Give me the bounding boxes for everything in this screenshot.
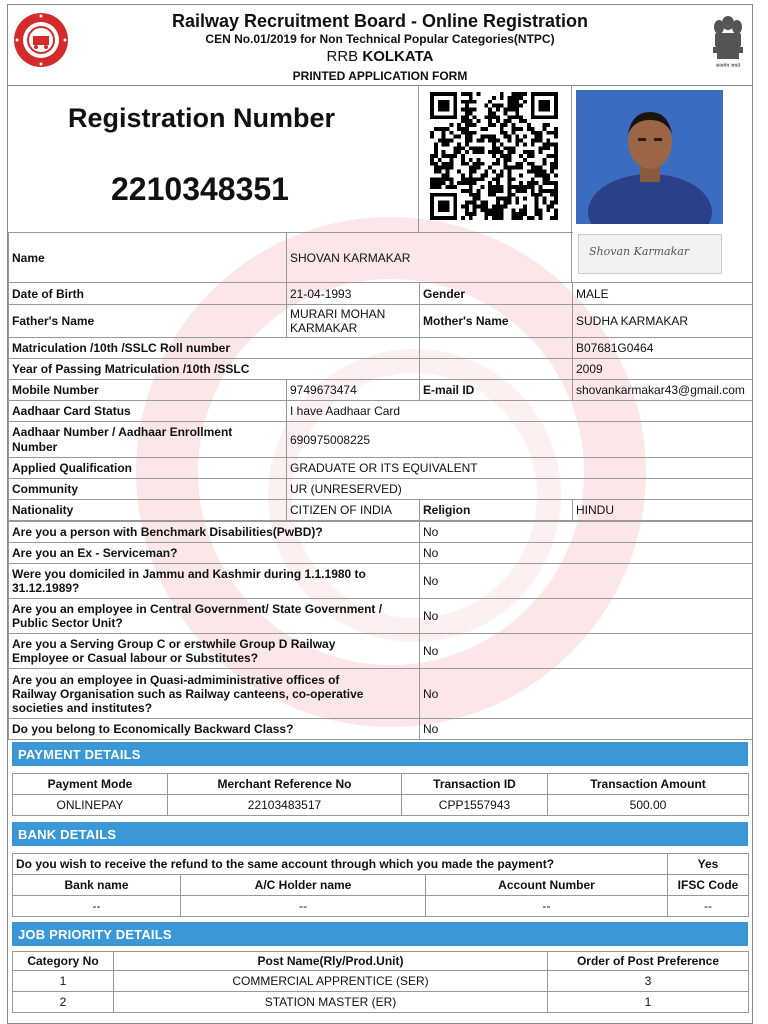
payment-value-cell: ONLINEPAY <box>13 795 168 816</box>
payment-table <box>12 773 749 816</box>
job-priority-table <box>12 951 749 1013</box>
job-cell: COMMERCIAL APPRENTICE (SER) <box>114 971 548 992</box>
question-answer: No <box>420 522 754 543</box>
emblem-caption: सत्यमेव जयते <box>715 63 741 69</box>
mobile-label: Mobile Number <box>9 380 287 401</box>
job-cell: 2 <box>13 992 114 1013</box>
qr-code-icon <box>427 92 561 220</box>
nationality-label: Nationality <box>9 500 287 521</box>
bank-value-cell: -- <box>13 896 181 917</box>
application-form <box>7 4 753 1024</box>
bank-header-cell: IFSC Code <box>668 875 749 896</box>
father-line-2: KARMAKAR <box>290 321 358 335</box>
applicant-signature: Shovan Karmakar <box>578 234 722 274</box>
registration-number: 2210348351 <box>111 171 289 207</box>
matric-year-label: Year of Passing Matriculation /10th /SSLC <box>9 359 420 380</box>
question-answer: No <box>420 564 754 599</box>
community-value: UR (UNRESERVED) <box>287 479 754 500</box>
question-row <box>9 634 754 669</box>
job-row <box>13 992 749 1013</box>
name-value: SHOVAN KARMAKAR <box>287 233 573 283</box>
applicant-photo <box>576 90 723 224</box>
payment-value-cell: 500.00 <box>548 795 749 816</box>
form-header <box>8 5 752 86</box>
question-text: Are you an Ex - Serviceman? <box>9 543 420 564</box>
job-header-row <box>13 952 749 971</box>
father-label: Father's Name <box>9 305 287 338</box>
bank-table <box>12 853 749 917</box>
matric-roll-label: Matriculation /10th /SSLC Roll number <box>9 338 420 359</box>
board-title: Railway Recruitment Board - Online Registration <box>171 11 589 31</box>
community-label: Community <box>9 479 287 500</box>
job-row <box>13 971 749 992</box>
question-row <box>9 564 754 599</box>
qualification-value: GRADUATE OR ITS EQUIVALENT <box>287 458 754 479</box>
payment-details-header: PAYMENT DETAILS <box>12 742 748 766</box>
question-row <box>9 599 754 634</box>
question-answer: No <box>420 599 754 634</box>
question-text: Are you a Serving Group C or erstwhile Group D Railway Employee or Casual labour or Substitutes? <box>9 634 420 669</box>
payment-value-cell: CPP1557943 <box>402 795 548 816</box>
job-cell: 1 <box>548 992 749 1013</box>
aadhaar-status-label: Aadhaar Card Status <box>9 401 287 422</box>
eligibility-questions-table <box>8 521 753 740</box>
question-row <box>9 543 754 564</box>
question-answer: No <box>420 719 754 740</box>
payment-header-cell: Transaction ID <box>402 774 548 795</box>
dob-value: 21-04-1993 <box>287 283 420 305</box>
question-row <box>9 522 754 543</box>
job-header-cell: Category No <box>13 952 114 971</box>
cen-number: CEN No.01/2019 for Non Technical Popular Categories(NTPC) <box>205 32 555 46</box>
question-row <box>9 669 754 719</box>
gender-value: MALE <box>573 283 754 305</box>
dob-label: Date of Birth <box>9 283 287 305</box>
bank-header-cell: Bank name <box>13 875 181 896</box>
question-text: Are you an employee in Central Government/ State Government / Public Sector Unit? <box>9 599 420 634</box>
job-cell: 1 <box>13 971 114 992</box>
bank-value-cell: -- <box>181 896 426 917</box>
name-label: Name <box>9 233 287 283</box>
question-text: Do you belong to Economically Backward Class? <box>9 719 420 740</box>
bank-value-cell: -- <box>668 896 749 917</box>
qualification-label: Applied Qualification <box>9 458 287 479</box>
matric-year-value: 2009 <box>573 359 754 380</box>
payment-header-cell: Payment Mode <box>13 774 168 795</box>
rrb-line <box>8 48 752 65</box>
bank-header-cell: A/C Holder name <box>181 875 426 896</box>
question-text: Are you a person with Benchmark Disabilities(PwBD)? <box>9 522 420 543</box>
rrb-prefix: RRB <box>326 48 359 65</box>
question-row <box>9 719 754 740</box>
religion-label: Religion <box>420 500 573 521</box>
job-cell: 3 <box>548 971 749 992</box>
question-answer: No <box>420 669 754 719</box>
job-header-cell: Order of Post Preference <box>548 952 749 971</box>
gender-label: Gender <box>420 283 573 305</box>
aadhaar-number-value: 690975008225 <box>287 422 754 458</box>
aadhaar-status-value: I have Aadhaar Card <box>287 401 754 422</box>
payment-header-cell: Merchant Reference No <box>168 774 402 795</box>
form-title: PRINTED APPLICATION FORM <box>292 69 468 83</box>
payment-header-cell: Transaction Amount <box>548 774 749 795</box>
question-answer: No <box>420 634 754 669</box>
father-value <box>287 305 420 338</box>
bank-header-cell: Account Number <box>426 875 668 896</box>
bank-details-header: BANK DETAILS <box>12 822 748 846</box>
national-emblem-icon <box>708 11 748 71</box>
job-priority-header: JOB PRIORITY DETAILS <box>12 922 748 946</box>
mother-value: SUDHA KARMAKAR <box>573 305 754 338</box>
applicant-details-table <box>8 232 753 521</box>
rrb-region: KOLKATA <box>362 48 434 65</box>
mother-label: Mother's Name <box>420 305 573 338</box>
divider <box>418 86 419 232</box>
refund-question: Do you wish to receive the refund to the same account through which you made the payment? <box>13 854 668 875</box>
refund-answer: Yes <box>668 854 749 875</box>
payment-value-cell: 22103483517 <box>168 795 402 816</box>
nationality-value: CITIZEN OF INDIA <box>287 500 420 521</box>
job-header-cell: Post Name(Rly/Prod.Unit) <box>114 952 548 971</box>
email-label: E-mail ID <box>420 380 573 401</box>
matric-roll-value: B07681G0464 <box>573 338 754 359</box>
question-text: Were you domiciled in Jammu and Kashmir during 1.1.1980 to 31.12.1989? <box>9 564 420 599</box>
job-cell: STATION MASTER (ER) <box>114 992 548 1013</box>
person-photo-icon <box>576 90 723 224</box>
mobile-value: 9749673474 <box>287 380 420 401</box>
father-line-1: MURARI MOHAN <box>290 307 386 321</box>
question-answer: No <box>420 543 754 564</box>
bank-value-cell: -- <box>426 896 668 917</box>
religion-value: HINDU <box>573 500 754 521</box>
question-text: Are you an employee in Quasi-admiministrative offices of Railway Organisation such as Railway canteens, co-operative societies and institutes? <box>9 669 420 719</box>
email-value: shovankarmakar43@gmail.com <box>573 380 754 401</box>
registration-label: Registration Number <box>68 103 336 133</box>
aadhaar-number-label: Aadhaar Number / Aadhaar Enrollment Number <box>9 422 287 458</box>
